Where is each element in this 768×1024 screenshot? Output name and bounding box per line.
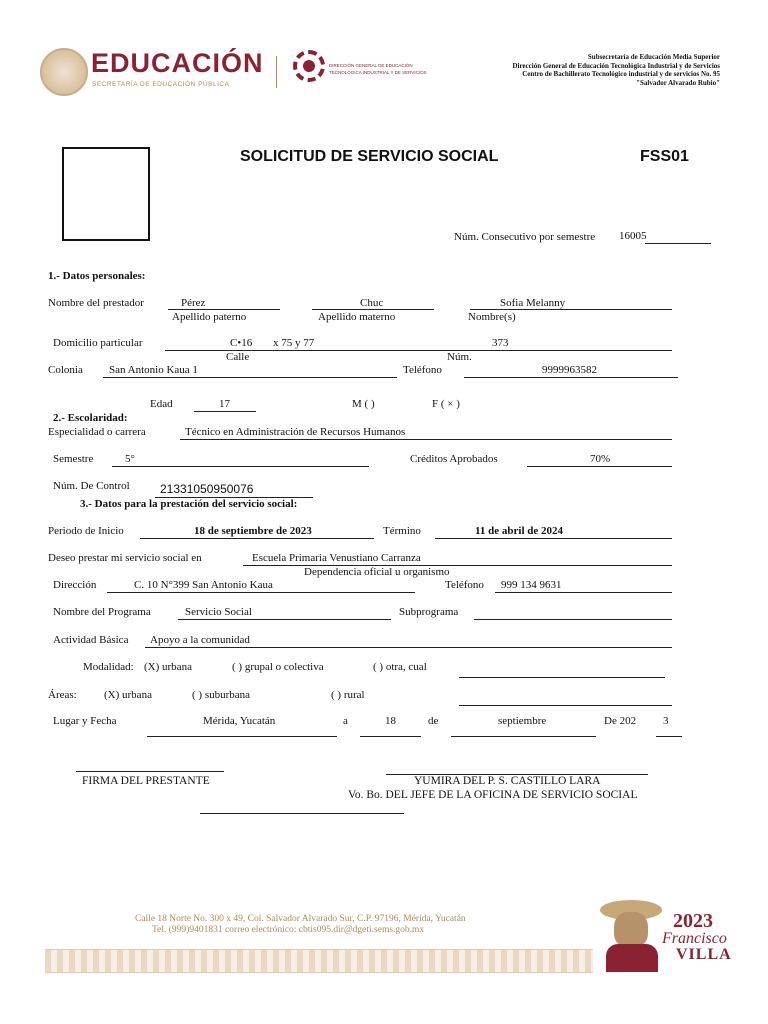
footer-year: 2023 [673, 910, 713, 932]
header-right-block [512, 53, 720, 87]
edad-value: 17 [219, 398, 230, 410]
areas-label: Áreas: [48, 689, 77, 701]
anio-line [656, 736, 682, 737]
colonia-label: Colonia [48, 364, 83, 376]
consecutivo-line [645, 243, 711, 244]
telefono-label: Teléfono [403, 364, 442, 376]
direccion-line [107, 592, 415, 593]
telefono2-value: 999 134 9631 [501, 579, 562, 591]
nombres-label: Nombre(s) [468, 311, 516, 323]
header-right-line: "Salvador Alvarado Rubio" [636, 78, 720, 87]
sexo-m: M ( ) [352, 398, 375, 410]
control-value: 21331050950076 [160, 482, 254, 496]
nombres-value: Sofia Melanny [500, 297, 566, 309]
header-right-line: Subsecretaría de Educación Media Superior [587, 53, 720, 61]
firma-extra-line [200, 813, 404, 814]
dependencia-label: Dependencia oficial u organismo [304, 566, 450, 578]
areas-rural: ( ) rural [331, 689, 365, 701]
termino-label: Término [383, 525, 421, 537]
especialidad-label: Especialidad o carrera [48, 426, 146, 438]
apellido-paterno-value: Pérez [181, 297, 206, 309]
inicio-line [140, 538, 374, 539]
a-label: a [343, 715, 348, 727]
consecutivo-value: 16005 [619, 230, 647, 242]
programa-value: Servicio Social [185, 606, 252, 618]
lugar-label: Lugar y Fecha [53, 715, 117, 727]
dia-line [360, 736, 421, 737]
dia-value: 18 [385, 715, 396, 727]
actividad-label: Actividad Básica [53, 634, 129, 646]
semestre-label: Semestre [53, 453, 94, 465]
cruces-value: x 75 y 77 [273, 337, 315, 349]
domicilio-label: Domicilio particular [53, 337, 143, 349]
edad-line [194, 411, 256, 412]
calle-label: Calle [226, 351, 250, 363]
apellido-materno-line [312, 309, 434, 310]
actividad-value: Apoyo a la comunidad [150, 634, 250, 646]
apellido-materno-value: Chuc [360, 297, 384, 309]
especialidad-line [180, 439, 672, 440]
anio-digit: 3 [663, 715, 669, 727]
section-1-heading: 1.- Datos personales: [48, 270, 146, 282]
apellido-paterno-label: Apellido paterno [172, 311, 247, 323]
footer-name2: VILLA [676, 946, 732, 963]
header-right-line: Dirección General de Educación Tecnológica Industrial y de Servicios [512, 61, 720, 70]
creditos-line [527, 466, 672, 467]
calle-value: C•16 [230, 337, 253, 349]
francisco-villa-portrait [596, 896, 666, 976]
form-title: SOLICITUD DE SERVICIO SOCIAL [240, 148, 499, 165]
termino-value: 11 de abril de 2024 [475, 525, 564, 537]
programa-line [178, 619, 391, 620]
lugar-value: Mérida, Yucatán [203, 715, 276, 727]
edad-label: Edad [150, 398, 173, 410]
firma-prestante-line [76, 771, 224, 772]
dgeti-gear-logo [293, 50, 325, 82]
termino-line [435, 538, 672, 539]
footer-name1: Francisco [662, 930, 727, 947]
modalidad-urbana: (X) urbana [144, 661, 192, 673]
dgeti-line2: TECNOLÓGICA INDUSTRIAL Y DE SERVICIOS [329, 70, 427, 75]
firma-prestante-label: FIRMA DEL PRESTANTE [82, 775, 210, 787]
modalidad-grupal: ( ) grupal o colectiva [232, 661, 324, 673]
programa-label: Nombre del Programa [53, 606, 151, 618]
section-3-heading: 3.- Datos para la prestación del servicio social: [80, 498, 298, 510]
decorative-pattern-band [45, 949, 593, 973]
areas-line [459, 705, 672, 706]
colonia-value: San Antonio Kaua 1 [109, 364, 198, 376]
footer-address: Calle 18 Norte No. 300 x 49, Col. Salvador Alvarado Sur, C.P. 97196, Mérida, Yucatán [135, 914, 466, 924]
footer-contact: Tel. (999)9401831 correo electrónico: cbtis095.dir@dgeti.sems.gob.mx [152, 925, 425, 935]
firma-jefe-title: Vo. Bo. DEL JEFE DE LA OFICINA DE SERVICIO SOCIAL [348, 789, 638, 801]
apellido-materno-label: Apellido materno [318, 311, 396, 323]
de-label: de [428, 715, 439, 727]
modalidad-otra: ( ) otra, cual [373, 661, 427, 673]
nombres-line [470, 309, 672, 310]
semestre-line [112, 466, 369, 467]
deseo-label: Deseo prestar mi servicio social en [48, 552, 202, 564]
direccion-label: Dirección [53, 579, 97, 591]
nombre-label: Nombre del prestador [48, 297, 144, 309]
direccion-value: C. 10 N°399 San Antonio Kaua [134, 579, 273, 591]
brand-subtitle: SECRETARÍA DE EDUCACIÓN PÚBLICA [92, 81, 230, 88]
header-divider [276, 56, 277, 88]
num-value: 373 [492, 337, 509, 349]
apellido-paterno-line [168, 309, 280, 310]
subprograma-line [474, 619, 672, 620]
modalidad-label: Modalidad: [83, 661, 134, 673]
firma-jefe-name: YUMIRA DEL P. S. CASTILLO LARA [414, 775, 601, 787]
inicio-value: 18 de septiembre de 2023 [194, 525, 312, 537]
num-label: Núm. [447, 351, 472, 363]
areas-urbana: (X) urbana [104, 689, 152, 701]
dependencia-value: Escuela Primaria Venustiano Carranza [252, 552, 421, 564]
sep-seal-logo [40, 48, 88, 96]
dgeti-line1: DIRECCIÓN GENERAL DE EDUCACIÓN [329, 63, 413, 68]
colonia-line [103, 377, 397, 378]
semestre-value: 5° [125, 453, 135, 465]
telefono2-line [495, 592, 672, 593]
consecutivo-label: Núm. Consecutivo por semestre [454, 231, 596, 243]
control-label: Núm. De Control [53, 480, 130, 492]
actividad-line [145, 647, 672, 648]
form-code: FSS01 [640, 148, 689, 165]
mes-line [451, 736, 596, 737]
telefono-line [464, 377, 678, 378]
creditos-label: Créditos Aprobados [410, 453, 498, 465]
areas-suburbana: ( ) suburbana [192, 689, 251, 701]
especialidad-value: Técnico en Administración de Recursos Humanos [185, 426, 406, 438]
modalidad-otra-line [459, 677, 665, 678]
telefono-value: 9999963582 [542, 364, 597, 376]
header-right-line: Centro de Bachillerato Tecnológico industrial y de servicios No. 95 [522, 70, 720, 78]
mes-value: septiembre [498, 715, 547, 727]
brand-title: EDUCACIÓN [91, 48, 264, 78]
creditos-value: 70% [590, 453, 611, 465]
section-2-heading: 2.- Escolaridad: [53, 412, 128, 424]
telefono2-label: Teléfono [445, 579, 484, 591]
inicio-label: Periodo de Inicio [48, 525, 124, 537]
de202-label: De 202 [604, 715, 637, 727]
subprograma-label: Subprograma [399, 606, 459, 618]
photo-box [62, 147, 150, 241]
lugar-line [147, 736, 337, 737]
sexo-f: F ( × ) [432, 398, 460, 410]
